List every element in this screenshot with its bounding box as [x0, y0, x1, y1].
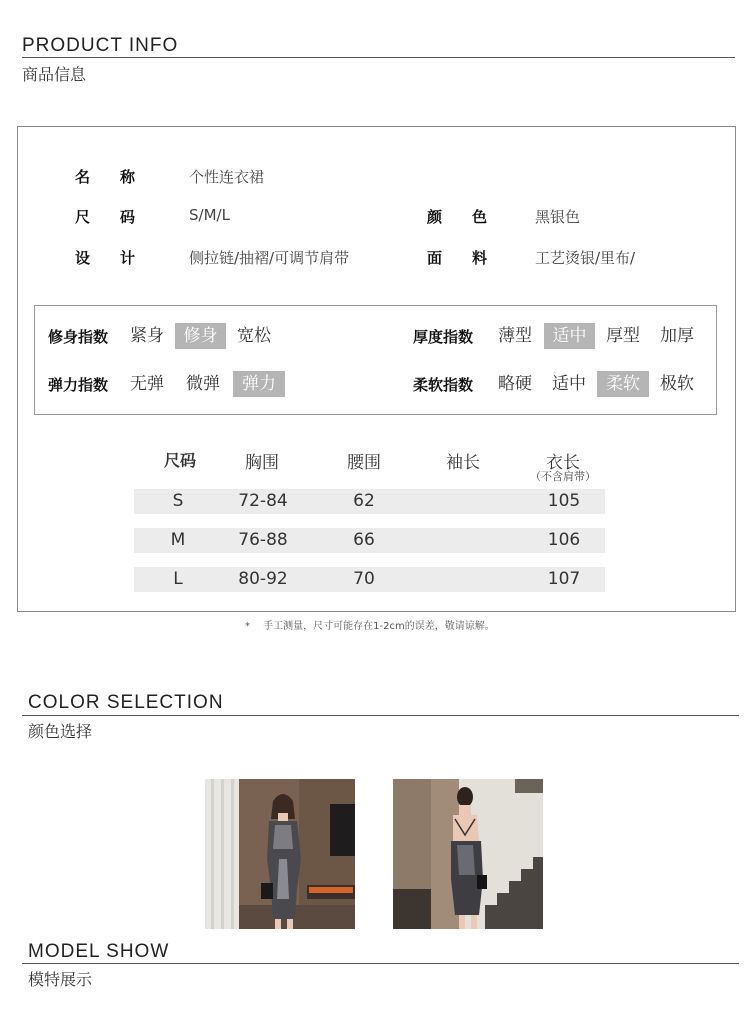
spec-name-value: 个性连衣裙: [189, 168, 265, 186]
softness-index-label: 柔软指数: [413, 376, 474, 394]
thickness-index-label: 厚度指数: [413, 328, 474, 346]
spec-fabric-label: 面 料: [427, 249, 488, 267]
table-cell-length: 107: [547, 569, 581, 589]
fit-option-loose: 宽松: [237, 326, 271, 346]
softness-option-medium: 适中: [552, 374, 586, 394]
model-photo-back: [393, 779, 543, 929]
thickness-option-thick: 厚型: [606, 326, 640, 346]
table-header-waist: 腰围: [347, 453, 381, 473]
spec-fabric-value: 工艺烫银/里布/: [535, 249, 636, 267]
table-header-size: 尺码: [163, 451, 196, 470]
color-selection-subtitle: 颜色选择: [28, 722, 93, 741]
table-header-sleeve: 袖长: [446, 453, 480, 473]
table-header-bust: 胸围: [245, 453, 279, 473]
table-cell-size: S: [172, 491, 184, 511]
section-divider: [22, 57, 735, 58]
model-show-subtitle: 模特展示: [28, 970, 93, 989]
table-cell-waist: 62: [353, 491, 375, 511]
thickness-option-extra-thick: 加厚: [660, 326, 694, 346]
model-show-title: MODEL SHOW: [28, 941, 170, 962]
table-cell-bust: 76-88: [238, 530, 288, 550]
spec-color-value: 黑银色: [535, 208, 581, 226]
softness-option-stiff: 略硬: [498, 374, 532, 394]
table-cell-bust: 80-92: [238, 569, 288, 589]
section-divider: [22, 963, 739, 964]
spec-design-label: 设 计: [75, 249, 136, 267]
section-divider: [22, 715, 739, 716]
table-cell-size: M: [170, 530, 186, 550]
elasticity-option-slight: 微弹: [186, 374, 220, 394]
spec-size-label: 尺 码: [75, 208, 136, 226]
softness-option-soft-selected: 柔软: [597, 371, 649, 397]
spec-name-label: 名 称: [75, 168, 136, 186]
table-header-length-note: （不含肩带）: [530, 470, 596, 483]
model-photo-front: [205, 779, 355, 929]
elasticity-option-none: 无弹: [130, 374, 164, 394]
elasticity-option-elastic-selected: 弹力: [233, 371, 285, 397]
fit-option-tight: 紧身: [130, 326, 164, 346]
softness-option-very-soft: 极软: [660, 374, 694, 394]
table-cell-length: 105: [547, 491, 581, 511]
table-cell-size: L: [173, 569, 183, 589]
fit-index-label: 修身指数: [48, 328, 109, 346]
table-header-length: 衣长: [546, 453, 580, 473]
spec-design-value: 侧拉链/抽褶/可调节肩带: [189, 249, 350, 267]
table-cell-bust: 72-84: [238, 491, 288, 511]
index-box: [34, 305, 717, 415]
measurement-note: * 手工测量，尺寸可能存在1-2cm的误差，敬请谅解。: [245, 621, 495, 632]
product-info-title: PRODUCT INFO: [22, 35, 179, 56]
thickness-option-medium-selected: 适中: [544, 323, 595, 349]
spec-size-value: S/M/L: [189, 206, 230, 224]
elasticity-index-label: 弹力指数: [48, 376, 109, 394]
color-selection-title: COLOR SELECTION: [28, 692, 224, 713]
thickness-option-thin: 薄型: [498, 326, 532, 346]
spec-color-label: 颜 色: [427, 208, 488, 226]
product-info-subtitle: 商品信息: [22, 65, 87, 84]
table-cell-length: 106: [547, 530, 581, 550]
table-cell-waist: 66: [353, 530, 375, 550]
fit-option-slim-selected: 修身: [175, 323, 226, 349]
table-cell-waist: 70: [353, 569, 375, 589]
